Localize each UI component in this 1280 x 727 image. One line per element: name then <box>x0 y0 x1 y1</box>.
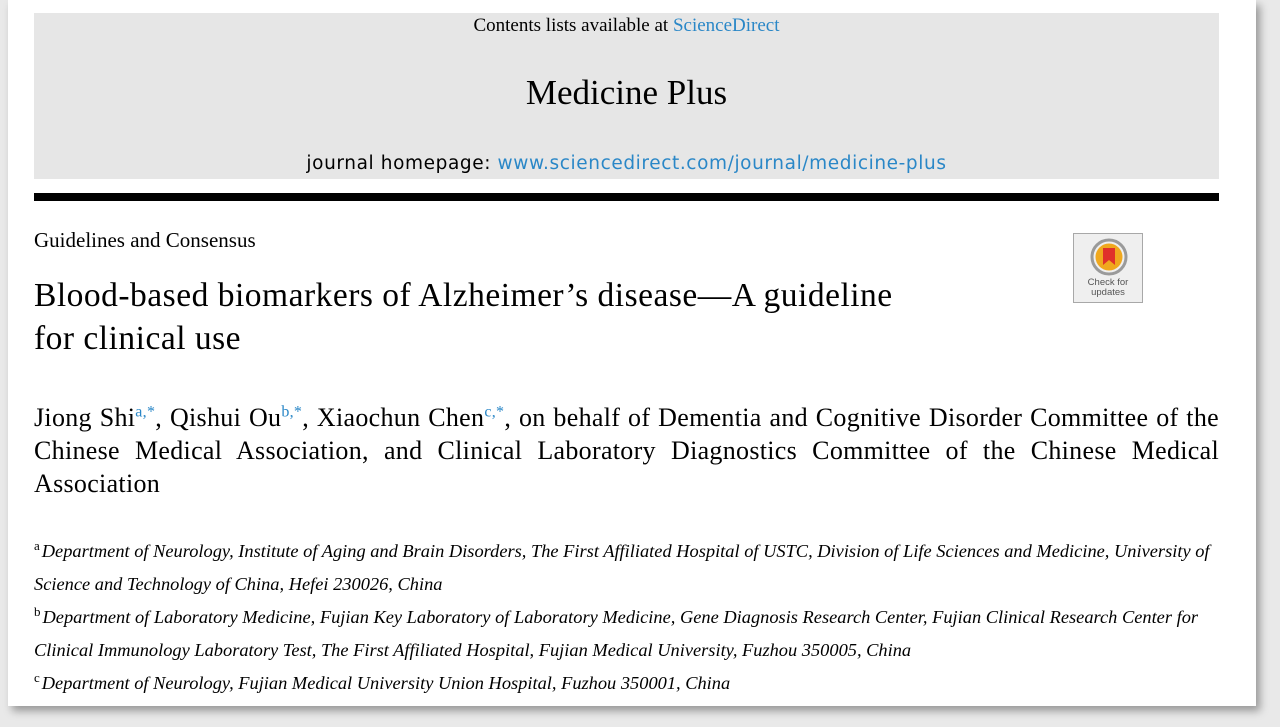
affiliation-c <box>34 667 1219 700</box>
author-group-note: , on behalf of Dementia and Cognitive Disorder Committee of the Chinese Medical Association, and Clinical Laboratory Diagnostics Committee of the Chinese Medical Association <box>34 403 1219 498</box>
author-name[interactable]: Qishui Ou <box>169 403 282 432</box>
affiliation-mark: c <box>34 669 40 685</box>
contents-prefix: Contents lists available at <box>473 15 673 36</box>
check-for-updates-label <box>1074 278 1142 298</box>
journal-masthead <box>34 13 1219 179</box>
author-list: Jiong Shi$^{a,*}$, Qishui $Ou^{b,*}$, Xiaochun Chen$^{c,*}$, on behalf of Dementia and Cognitive Disorder Committee of the Chinese Medical Association, and Clinical Laboratory Diagnostics Committee of the Chinese Medical Association <box>34 403 1219 498</box>
badge-line-2: updates <box>1091 287 1125 298</box>
affiliation-mark: b <box>34 603 41 619</box>
author-affiliation-mark[interactable]: a,* <box>135 403 156 421</box>
check-for-updates-button[interactable] <box>1073 233 1143 303</box>
journal-homepage-link[interactable]: www.sciencedirect.com/journal/medicine-plus <box>497 153 947 174</box>
author-affiliation-mark[interactable]: c,* <box>484 403 505 421</box>
title-line-2: for clinical use <box>34 320 242 357</box>
affiliation-a <box>34 535 1219 601</box>
author-name[interactable]: Xiaochun Chen <box>316 403 485 432</box>
author-name[interactable]: Jiong Shi <box>34 403 136 432</box>
affiliation-b <box>34 601 1219 667</box>
badge-line-1: Check for <box>1087 277 1129 288</box>
affiliation-mark: a <box>34 537 40 553</box>
title-line-1: Blood-based biomarkers of Alzheimer’s disease—A guideline <box>34 277 893 314</box>
affiliations <box>34 535 1219 700</box>
bookmark-icon <box>1090 238 1128 278</box>
affiliation-text: Department of Neurology, Fujian Medical University Union Hospital, Fuzhou 350001, China <box>41 673 731 693</box>
homepage-line <box>34 153 1219 174</box>
sciencedirect-link[interactable]: ScienceDirect <box>672 15 780 36</box>
article-type: Guidelines and Consensus <box>34 228 256 252</box>
article-page <box>8 0 1256 706</box>
author-affiliation-mark[interactable]: b,* <box>281 403 303 421</box>
journal-name: Medicine Plus <box>525 73 728 112</box>
affiliation-text: Department of Laboratory Medicine, Fujian Key Laboratory of Laboratory Medicine, Gene Diagnosis Research Center, Fujian Clinical Research Center for Clinical Immunology Laboratory Test, The First Affiliated Hospital, Fujian Medical University, Fuzhou 350005, China <box>34 607 1199 660</box>
article-title <box>34 274 1014 360</box>
header-divider <box>34 193 1219 201</box>
homepage-prefix: journal homepage: <box>306 153 498 174</box>
contents-line <box>34 15 1219 37</box>
affiliation-text: Department of Neurology, Institute of Aging and Brain Disorders, The First Affiliated Hospital of USTC, Division of Life Sciences and Medicine, University of Science and Technology of China, Hefei 230026, China <box>34 541 1210 594</box>
